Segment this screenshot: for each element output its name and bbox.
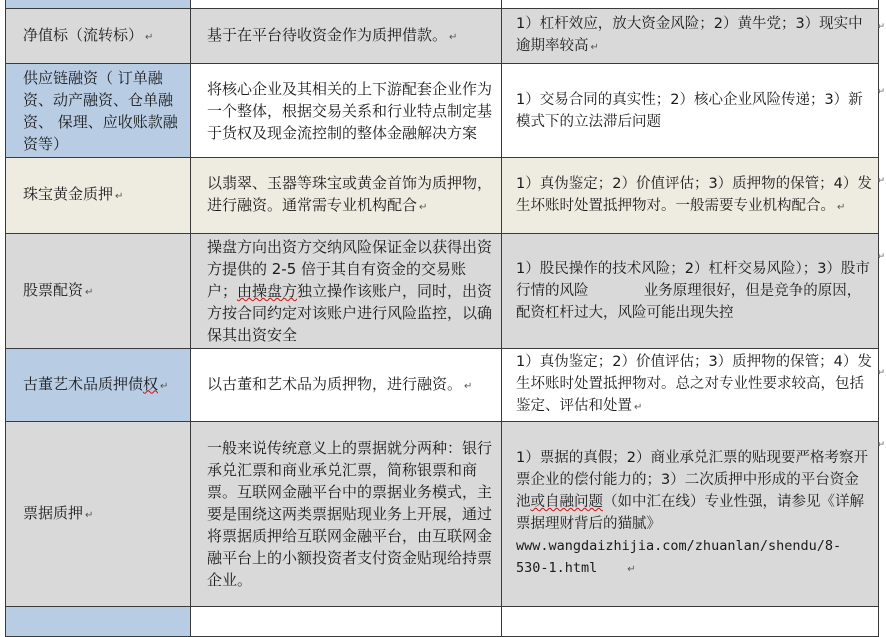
table-row <box>6 349 879 422</box>
description-cell <box>191 64 502 158</box>
risk-text: 1）杠杆效应，放大资金风险；2）黄牛党；3）现实中逾期率较高 <box>516 16 863 54</box>
category-label: 古董艺术品质押债 <box>23 374 144 393</box>
description-text: 以翡翠、玉器等珠宝或黄金首饰为质押物，进行融资。通常需专业机构配合 <box>207 174 493 214</box>
risk-cell <box>502 9 879 64</box>
description-text: 基于在平台待收资金作为质押借款。 <box>207 25 448 44</box>
paragraph-mark-icon: ↵ <box>449 31 458 43</box>
description-text: 以古董和艺术品为质押物，进行融资。 <box>207 374 463 393</box>
description-cell <box>191 158 502 234</box>
paragraph-mark-icon: ↵ <box>837 201 846 213</box>
paragraph-mark-icon: ↵ <box>85 286 94 298</box>
description-cell <box>191 234 502 349</box>
paragraph-mark-icon: ↵ <box>590 42 599 53</box>
table-row <box>6 9 879 64</box>
paragraph-mark-icon: ↵ <box>877 252 885 262</box>
paragraph-mark-icon: ↵ <box>85 509 94 521</box>
table-row <box>6 234 879 349</box>
description-text: 操盘方向出资方交纳风险保证金以获得出资方提供的 2-5 倍于其自有资金的交易账户； <box>207 238 493 300</box>
category-label-flagged: 权 <box>143 374 159 393</box>
category-cell <box>6 9 191 64</box>
paragraph-mark-icon: ↵ <box>419 202 428 213</box>
description-text-flagged: 由操盘方 <box>237 282 298 300</box>
category-cell <box>6 234 191 349</box>
paragraph-mark-icon: ↵ <box>627 564 636 575</box>
table-cell <box>502 0 879 9</box>
paragraph-mark-icon: ↵ <box>115 191 124 202</box>
category-label: 净值标（流转标） <box>23 25 144 44</box>
comparison-table <box>5 0 879 637</box>
paragraph-mark-icon: ↵ <box>877 22 885 32</box>
description-text: 一般来说传统意义上的票据就分两种：银行承兑汇票和商业承兑汇票，简称银票和商票。互联网金融平台中的票据业务模式，主要是围绕这两类票据贴现业务上开展，通过将票据质押给互联网金融平台，由互联网金融平台上的小额投资者支付资金贴现给持票企业。 <box>207 439 493 589</box>
risk-text: 1）交易合同的真实性；2）核心企业风险传递；3）新模式下的立法滞后问题 <box>516 91 863 130</box>
table-cell <box>6 607 191 637</box>
risk-text: 1）票据的真假；2）商业承兑汇票的贴现要严格考察开票企业的偿付能力的；3）二次质押中形成的平台资金池 <box>516 450 868 510</box>
risk-text: 1）真伪鉴定；2）价值评估；3）质押物的保管；4）发生坏账时处置抵押物对。一般需要专业机构配合。 <box>516 175 872 214</box>
risk-cell <box>502 422 879 607</box>
table-row <box>6 0 879 9</box>
table-cell <box>502 607 879 637</box>
category-label: 供应链融资（ 订单融资、动产融资、仓单融资、 保理、应收账款融资等） <box>23 68 178 153</box>
description-text: 将核心企业及其相关的上下游配套企业作为一个整体，根据交易关系和行业特点制定基于货权及现金流控制的整体金融解决方案 <box>207 79 493 142</box>
description-cell <box>191 349 502 422</box>
table-cell <box>191 607 502 637</box>
risk-text: 1）股民操作的技术风险；2）杠杆交易风险）；3）股市行情的风险 业务原理很好，但是竞争的原因，配资杠杆过大，风险可能出现失控 <box>516 261 870 321</box>
category-label: 票据质押 <box>23 503 84 522</box>
paragraph-mark-icon: ↵ <box>877 440 885 450</box>
paragraph-mark-icon: ↵ <box>464 380 473 392</box>
risk-cell <box>502 349 879 422</box>
category-label: 珠宝黄金质押 <box>23 185 114 203</box>
category-cell <box>6 422 191 607</box>
description-cell <box>191 422 502 607</box>
paragraph-mark-icon: ↵ <box>877 368 885 378</box>
table-row <box>6 422 879 607</box>
paragraph-mark-icon: ↵ <box>145 31 154 43</box>
risk-text: （如中汇在线）专业性强，请参见《详解票据理财背后的猫腻》 <box>516 494 864 532</box>
category-cell <box>6 64 191 158</box>
risk-cell <box>502 64 879 158</box>
risk-cell <box>502 234 879 349</box>
table-row <box>6 158 879 234</box>
reference-url: www.wangdaizhijia.com/zhuanlan/shendu/8-530-1.html <box>516 538 842 576</box>
risk-text: 1）真伪鉴定；2）价值评估；3）质押物的保管；4）发生坏账时处置抵押物对。总之对专业性要求较高，包括鉴定、评估和处置 <box>516 354 872 414</box>
paragraph-mark-icon: ↵ <box>877 176 885 186</box>
paragraph-mark-icon: ↵ <box>877 87 885 97</box>
table-cell <box>191 0 502 9</box>
description-cell <box>191 9 502 64</box>
risk-cell <box>502 158 879 234</box>
paragraph-mark-icon: ↵ <box>634 402 643 413</box>
category-label: 股票配资 <box>23 280 84 299</box>
category-cell <box>6 158 191 234</box>
table-row <box>6 64 879 158</box>
table-row <box>6 607 879 637</box>
paragraph-mark-icon: ↵ <box>160 380 169 392</box>
description-text: 独立操作该账户，同时，出资方按合同约定对该账户进行风险监控，以确保其出资安全 <box>207 282 493 344</box>
table-cell <box>6 0 191 9</box>
category-cell <box>6 349 191 422</box>
risk-text-flagged: 或自融问题 <box>530 494 603 510</box>
